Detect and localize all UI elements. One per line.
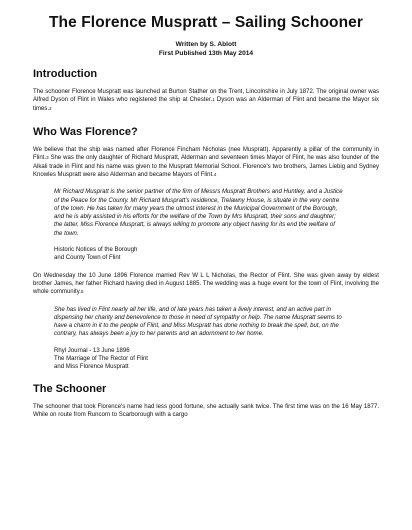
footnote-marker: 4: [213, 171, 217, 177]
quote-text: She has lived in Flint nearly all her life, and of late years has taken a lively interest, and an active part in dispensing her charity and benevolence to those in need of sympathy or help. The name Muspratt seems to have a charm in it to the people of Flint, and Miss Muspratt has done nothing to break the spell, but, on the contrary, has always been a joy to her parents and an adornment to her home.: [54, 306, 342, 338]
quote-citation: [54, 347, 344, 372]
footnote-marker: 2: [49, 105, 52, 111]
block-quote: [54, 306, 344, 372]
the-schooner-heading: The Schooner: [33, 382, 107, 395]
footnote-marker: 5: [80, 289, 84, 295]
introduction-text-cont: Dyson was an Alderman of Flint and became the Mayor six times.: [33, 97, 379, 112]
wedding-text: On Wednesday the 10 June 1896 Florence married Rev W L L Nicholas, the Rector of Flint. She was given away by eldest brother James, her father Richard having died in August 1885. The wedding was a huge event for the town of Flint, involving the whole community.: [33, 272, 379, 296]
footnote-marker: 3: [46, 155, 49, 161]
schooner-paragraph: The schooner that took Florence's name had less good fortune, she actually sank twice. The first time was on the 16 May 1877. While on route from Runcorn to Scarborough with a cargo: [33, 403, 379, 418]
citation-line: The Marriage of The Rector of Flint: [54, 356, 148, 363]
published-line: First Published 13th May 2014: [158, 49, 254, 57]
citation-line: and County Town of Flint: [54, 255, 121, 262]
document-title: The Florence Muspratt – Sailing Schooner: [48, 14, 364, 31]
introduction-paragraph: [33, 88, 379, 113]
introduction-section: [33, 68, 379, 113]
citation-line: Rhyl Journal - 13 June 1896: [54, 347, 130, 354]
introduction-text: The schooner Florence Muspratt was launched at Burton Stather on the Trent, Lincolnshire in July 1872. The original owner was Alfred Dyson of Flint in Wales who registered the ship at Chester.: [33, 89, 379, 104]
author-line: Written by S. Ablott: [175, 41, 237, 48]
block-quote: [54, 188, 344, 262]
who-was-florence-section: [33, 126, 379, 372]
florence-text-cont: She was the only daughter of Richard Muspratt, Alderman and seventeen times Mayor of Flint, he was also founder of the Alkali trade in Flint and his name was given to the Muspratt Memorial School. Florence's two brothers, James Liebig and Sydney Knowles Muspratt were also Alderman and became Mayors of Flint.: [33, 155, 379, 178]
citation-line: Historic Notices of the Borough: [54, 247, 138, 254]
byline: [33, 41, 379, 58]
who-was-florence-heading: Who Was Florence?: [33, 126, 138, 139]
florence-paragraph: [33, 146, 379, 179]
the-schooner-section: [33, 383, 379, 420]
footnote-marker: 1: [212, 97, 215, 103]
florence-text: We believe that the ship was named after Florence Fincham Nicholas (nee Muspratt). Apparently a pillar of the community in Flint.: [33, 147, 379, 162]
citation-line: and Miss Florence Muspratt: [54, 364, 129, 371]
quote-citation: [54, 246, 344, 263]
quote-text: Mr Richard Muspratt is the senior partner of the firm of Messrs Muspratt Brothers and Huntley, and a Justice of the Peace for the County. Mr Richard Muspratt's residence, Trelawny House, is situate in the very centre of the town. He has taken for many years the utmost interest in the Municipal Government of the Borough, and he is ably assisted in his efforts for the welfare of the Town by Mrs Muspratt, their sons and daughter; the latter, Miss Florence Muspratt, is always willing to promote any object having for its end the welfare of the town.: [54, 189, 343, 237]
wedding-paragraph: [33, 272, 379, 297]
introduction-heading: Introduction: [33, 68, 98, 81]
